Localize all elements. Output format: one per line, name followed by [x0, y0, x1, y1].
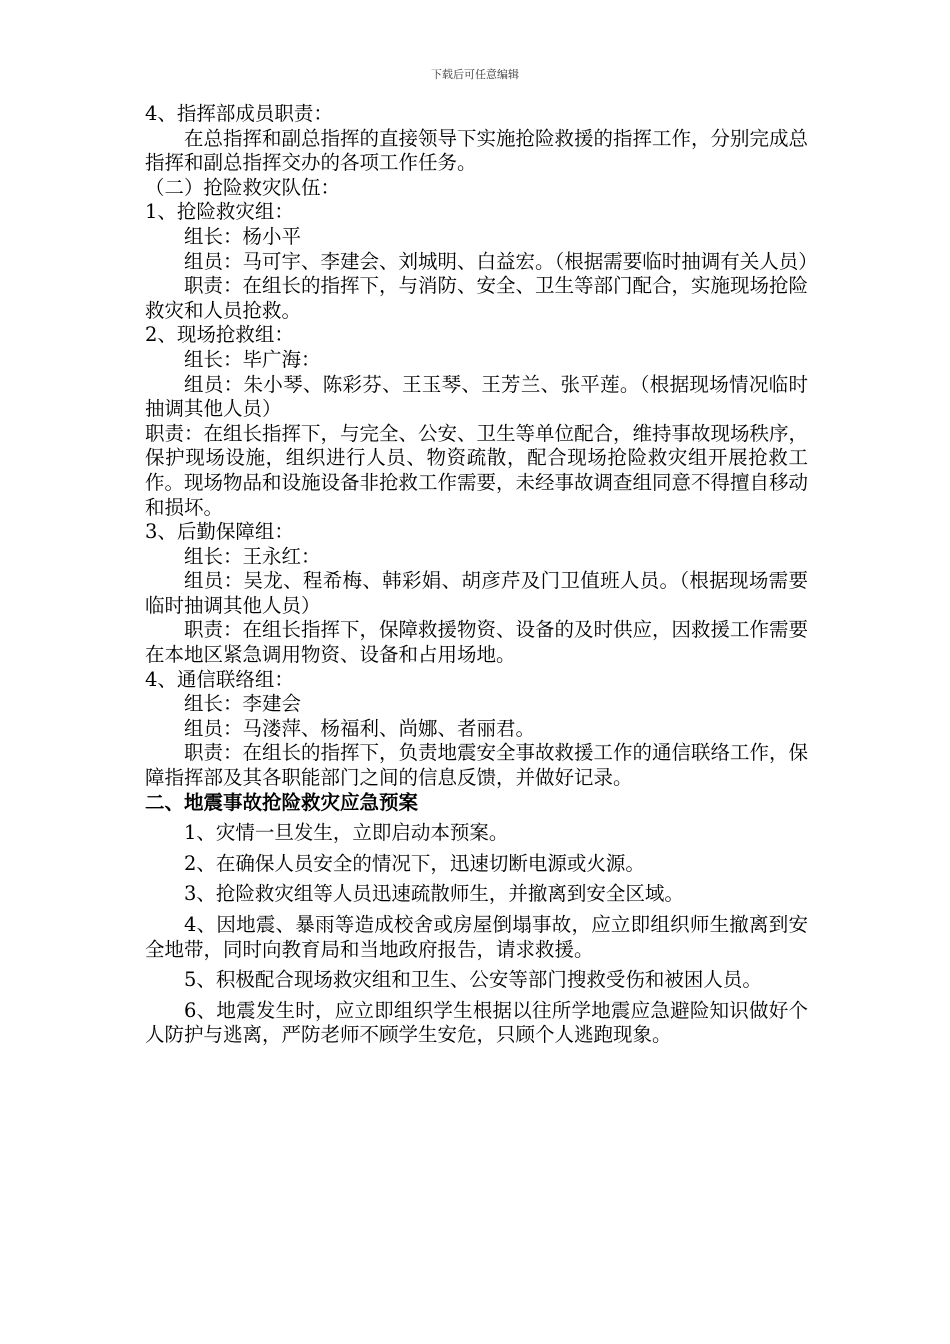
paragraph: 组员：朱小琴、陈彩芬、王玉琴、王芳兰、张平莲。（根据现场情况临时抽调其他人员） — [145, 372, 808, 421]
page-header: 下载后可任意编辑 — [431, 68, 519, 81]
paragraph: 组员：马溇萍、杨福利、尚娜、者丽君。 — [184, 716, 536, 740]
document-body — [145, 102, 818, 1048]
paragraph: 组员：吴龙、程希梅、韩彩娟、胡彦芹及门卫值班人员。（根据现场需要临时抽调其他人员） — [145, 569, 808, 617]
paragraph: 4、指挥部成员职责： — [145, 102, 333, 125]
paragraph: 二、地震事故抢险救灾应急预案 — [145, 790, 419, 814]
paragraph: 6、地震发生时，应立即组织学生根据以往所学地震应急避险知识做好个人防护与逃离，严防老师不顾学生安危，只顾个人逃跑现象。 — [145, 998, 808, 1047]
paragraph: 4、因地震、暴雨等造成校舍或房屋倒塌事故，应立即组织师生撤离到安全地带，同时向教育局和当地政府报告，请求救援。 — [145, 913, 808, 961]
paragraph: 在总指挥和副总指挥的直接领导下实施抢险救援的指挥工作，分别完成总指挥和副总指挥交办的各项工作任务。 — [145, 126, 809, 175]
paragraph: 组长：李建会 — [184, 692, 302, 716]
paragraph: 3、后勤保障组： — [145, 520, 294, 544]
paragraph: 4、通信联络组： — [145, 667, 294, 691]
paragraph: （二）抢险救灾队伍： — [145, 175, 341, 199]
paragraph: 组员：马可宇、李建会、刘城明、白益宏。（根据需要临时抽调有关人员） — [184, 249, 818, 273]
paragraph: 职责：在组长的指挥下，负责地震安全事故救援工作的通信联络工作，保障指挥部及其各职能部门之间的信息反馈，并做好记录。 — [145, 741, 809, 790]
paragraph: 职责：在组长指挥下，保障救援物资、设备的及时供应，因救援工作需要在本地区紧急调用物资、设备和占用场地。 — [145, 618, 809, 667]
paragraph: 1、抢险救灾组： — [145, 200, 294, 224]
paragraph: 3、抢险救灾组等人员迅速疏散师生，并撤离到安全区域。 — [184, 882, 684, 906]
paragraph: 5、积极配合现场救灾组和卫生、公安等部门搜救受伤和被困人员。 — [184, 968, 762, 992]
paragraph: 职责：在组长指挥下，与完全、公安、卫生等单位配合，维持事故现场秩序，保护现场设施，组织进行人员、物资疏散，配合现场抢险救灾组开展抢救工作。现场物品和设施设备非抢救工作需要，未经事故调查组同意不得擅自移动和损坏。 — [145, 421, 809, 519]
paragraph: 2、现场抢救组： — [145, 323, 294, 347]
paragraph: 1、灾情一旦发生，立即启动本预案。 — [184, 821, 509, 845]
paragraph: 职责：在组长的指挥下，与消防、安全、卫生等部门配合，实施现场抢险救灾和人员抢救。 — [145, 274, 809, 322]
paragraph: 2、在确保人员安全的情况下，迅速切断电源或火源。 — [184, 851, 645, 875]
paragraph: 组长：王永红： — [184, 544, 321, 568]
paragraph: 组长：毕广海： — [184, 347, 321, 371]
paragraph: 组长：杨小平 — [184, 224, 302, 248]
